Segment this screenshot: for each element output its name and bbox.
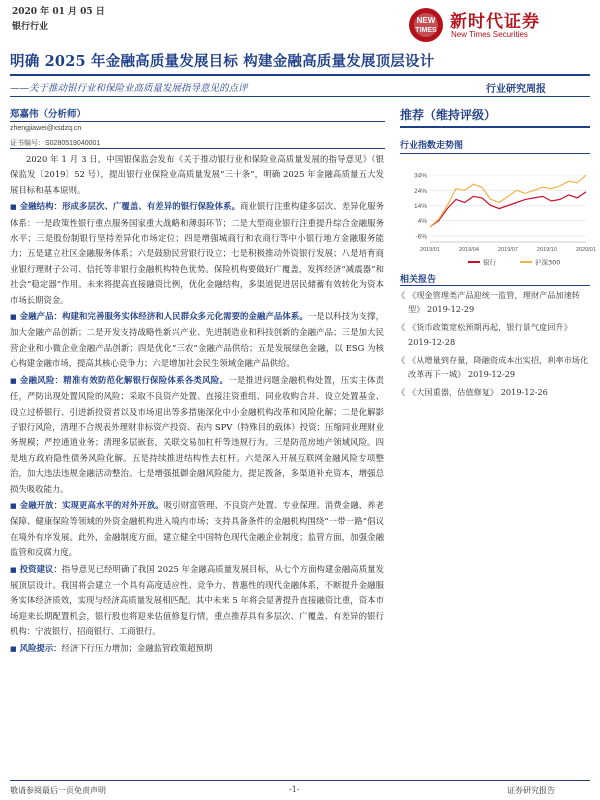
risk-paragraph <box>10 373 384 497</box>
analyst-email[interactable]: zhengjiawei@xsdzq.cn <box>10 125 82 132</box>
related-reports-title: 相关报告 <box>400 275 437 285</box>
x-tick-label: 2020/01 <box>576 247 596 253</box>
legend-label: 银行 <box>483 258 496 267</box>
x-tick-label: 2019/01 <box>420 247 440 253</box>
product-paragraph <box>10 309 384 372</box>
trend-chart <box>400 158 596 268</box>
open-text: 吸引财富管理、不良资产处置、专业保理、消费金融、养老保障、健康保险等领域的外资金融机构进入境内市场；支持具备条件的金融机构围绕“一带一路”倡议在境外有序发展。此外，金融制度方面，建立健全中国特色现代金融企业制度；监管方面，加强金融监管和反腐力度。 <box>10 499 385 558</box>
footer-disclaimer: 敬请参阅最后一页免责声明 <box>10 786 106 795</box>
related-report-item[interactable] <box>400 353 590 381</box>
logo-text-top: NEW <box>416 16 436 25</box>
report-subtitle: ——关于推动银行业和保险业高质量发展指导意见的点评 <box>10 83 248 94</box>
open-paragraph <box>10 498 384 561</box>
related-report-date: 2019-12-28 <box>408 336 456 347</box>
structure-lead: 金融结构：形成多层次、广覆盖、有差异的银行保险体系。 <box>19 201 241 212</box>
report-date: 2020 年 01 月 05 日 <box>12 7 105 17</box>
x-tick-label: 2019/04 <box>459 247 479 253</box>
brand-name-cn: 新时代证券 <box>450 12 540 32</box>
logo-text-bottom: TIMES <box>415 27 437 34</box>
y-tick-label: 34% <box>413 172 427 180</box>
rating-rule <box>400 126 590 128</box>
related-report-item[interactable] <box>400 385 590 399</box>
related-report-title: 《货币政策宽松预期再起，银行景气度回升》 <box>408 322 572 333</box>
related-report-date: 2019-12-29 <box>427 304 475 315</box>
analyst-rule <box>10 121 385 122</box>
y-tick-label: -6% <box>415 233 427 241</box>
analyst-cert: 证书编号：S0280519040001 <box>10 140 101 147</box>
trend-rule <box>400 153 590 154</box>
intro-paragraph: 2020 年 1 月 3 日，中国银保监会发布《关于推动银行业和保险业高质量发展的指导意见》（银保监发〔2019〕52 号），提出银行业保险业高质量发展“三十条”，明确 2025 年金融高质量五大发展目标和基本原则。 <box>10 154 384 195</box>
brand-name-en: New Times Securities <box>451 30 528 39</box>
product-lead: 金融产品：构建和完善服务实体经济和人民群众多元化需要的金融产品体系。 <box>19 311 308 322</box>
invest-text: 指导意见已经明确了我国 2025 年金融高质量发展目标，从七个方面构建金融高质量发展顶层设计。我国将会建立一个具有高度适应性、竞争力、普惠性的现代金融体系，不断提升金融服务实体经济质效，实现与经济高质量发展相匹配。其中未来 5 年将会显著提升直接融资比重，资本市场迎来长期配置机会，银行股也将迎来估值修复行情，重点推荐具有多层次、广覆盖、有差异的银行机构：宁波银行、招商银行、工商银行。 <box>10 563 384 637</box>
footer-label: 证券研究报告 <box>507 786 555 795</box>
subtitle-rule <box>10 96 590 97</box>
page-number: -1- <box>289 785 300 794</box>
brand-logo <box>405 6 447 44</box>
structure-text: 商业银行注重构建多层次、差异化服务体系：一是政策性银行重点服务国家重大战略和薄弱环节；二是大型商业银行注重提升综合金融服务水平；三是股份制银行坚持差异化市场定位；四是增强城商行和农商行等中小银行地方金融服务能力；五是建立社区金融服务体系；六是鼓励民营银行设立；七是积极推动外资银行发展；八是培育商业银行理财子公司、信托等非银行金融机构特色优势。保险机构要做好广覆盖，发挥经济“减震器”和社会“稳定器”作用。未来将提高直接融资比例，优化金融结构，多渠道促进居民储蓄有效转化为资本市场长期资金。 <box>10 201 385 305</box>
risk-lead: 金融风险：精准有效防范化解银行保险体系各类风险。 <box>19 374 229 385</box>
x-tick-label: 2019/10 <box>537 247 557 253</box>
open-lead: 金融开放：实现更高水平的对外开放。 <box>19 499 164 510</box>
related-report-date: 2019-12-29 <box>467 369 516 380</box>
series-line-沪深300 <box>430 175 586 227</box>
x-tick-label: 2019/07 <box>498 247 518 253</box>
product-text: 一是以科技为支撑，加大金融产品创新；二是开发支持战略性新兴产业、先进制造业和科技创新的金融产品；三是加大民营企业和小微企业金融产品创新；四是优化“三农”金融产品供给；五是发展绿色金融，以 ESG 为核心构建金融市场，提高其核心竞争力；六是增加社会民生领域金融产品供给。 <box>10 311 384 369</box>
related-report-item[interactable] <box>400 320 590 348</box>
risk-hint-text: 经济下行压力增加；金融监管政策超预期 <box>61 642 213 653</box>
related-rule <box>400 285 590 286</box>
invest-lead: 投资建议： <box>19 563 62 574</box>
related-report-title: 《现金管理类产品迎统一监管，理财产品加速转型》 <box>408 290 580 315</box>
report-type: 行业研究周报 <box>486 84 546 95</box>
related-report-title: 《大国重器，估值修复》 <box>408 387 499 398</box>
trend-chart-title: 行业指数走势图 <box>400 141 464 151</box>
legend-label: 沪深300 <box>535 258 561 267</box>
title-rule <box>10 74 590 76</box>
risk-text: 一是推进问题金融机构处置，压实主体责任，严防出现处置风险的风险；采取不良资产处置、直接注资重组、同业收购合并、设立处置基金、设立过桥银行、引进新投资者以及市场退出等多措施深化中小金融机构改革和风险化解；二是化解影子银行风险，清理不合规表外理财非标资产投资、表内 SPV（特殊目的载体）投资；压缩同业理财业务规模；严控通道业务；清理多层嵌套，关联交易加杠杆等违规行为。三是防范房地产领域风险。四是地方政府隐性债务风险化解。五是持续推进结构性去杠杆。六是深入开展互联网金融风险专项整治，加大违法违规金融活动整治。七是增强抵御金融风险能力，提足拨备，多渠道补充资本，增强总损失吸收能力。 <box>10 374 384 494</box>
structure-paragraph <box>10 199 384 308</box>
industry-label: 银行行业 <box>12 22 49 32</box>
risk-hint-lead: 风险提示： <box>19 642 62 653</box>
report-title: 明确 2025 年金融高质量发展目标 构建金融高质量发展顶层设计 <box>10 53 435 70</box>
analyst-name: 郑嘉伟（分析师） <box>10 109 87 120</box>
y-tick-label: 4% <box>417 218 427 226</box>
related-reports-list <box>400 288 590 403</box>
footer-rule <box>10 780 590 781</box>
y-tick-label: 14% <box>413 203 427 211</box>
invest-paragraph <box>10 562 384 640</box>
related-report-date: 2019-12-26 <box>500 387 548 398</box>
report-body <box>10 152 384 658</box>
analyst-bottom-rule <box>10 148 385 149</box>
y-tick-label: 24% <box>413 187 427 195</box>
related-report-item[interactable] <box>400 288 590 316</box>
risk-hint-paragraph <box>10 641 384 657</box>
rating: 推荐（维持评级） <box>400 108 497 122</box>
related-report-title: 《从增量到存量，降融资成本出实招，利率市场化改革再下一城》 <box>408 354 589 380</box>
